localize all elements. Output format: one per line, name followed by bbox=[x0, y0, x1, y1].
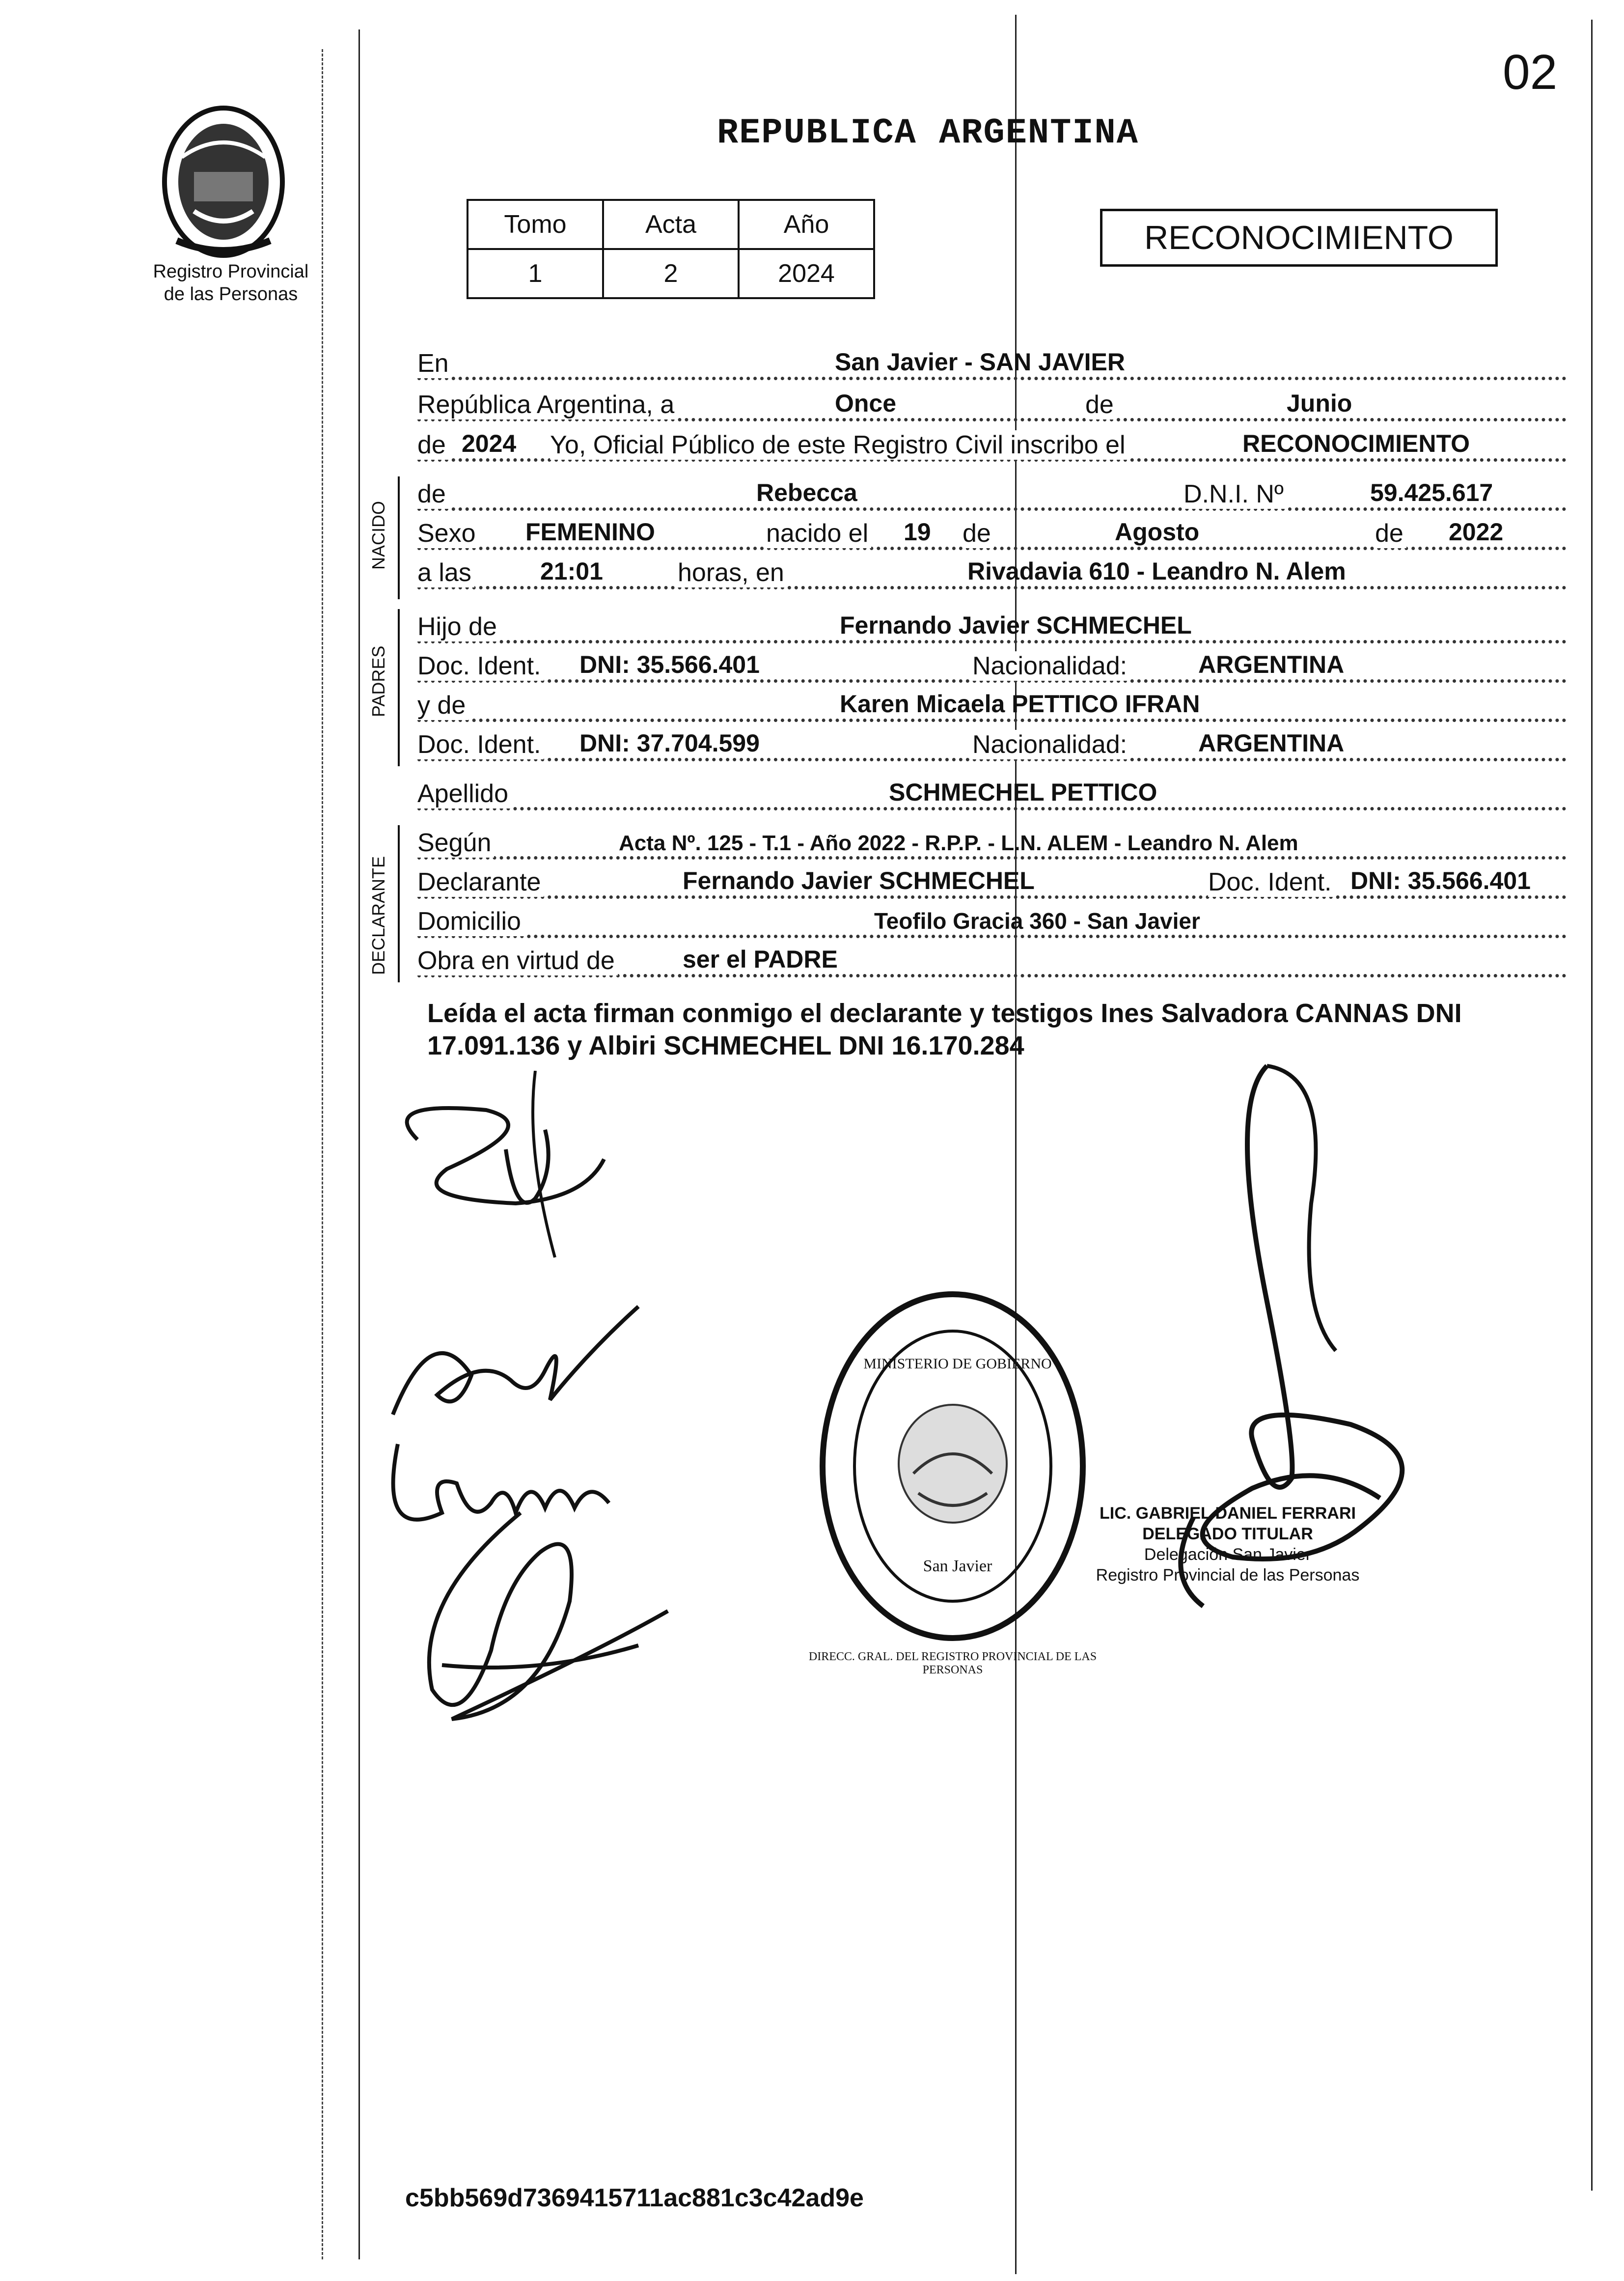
label-doc-ident-1: Doc. Ident. bbox=[417, 651, 544, 681]
register-value-tomo: 1 bbox=[468, 249, 603, 298]
registry-name bbox=[133, 260, 329, 306]
value-segun: Acta Nº. 125 - T.1 - Año 2022 - R.P.P. - L.N. ALEM - Leandro N. Alem bbox=[619, 831, 1298, 855]
document-hash: c5bb569d7369415711ac881c3c42ad9e bbox=[405, 2184, 864, 2212]
value-declarante-dni: DNI: 35.566.401 bbox=[1350, 867, 1531, 894]
dotted-leader bbox=[417, 807, 1567, 810]
value-padre-dni: DNI: 35.566.401 bbox=[579, 651, 760, 678]
document-title: REPUBLICA ARGENTINA bbox=[717, 113, 1139, 153]
value-nombre: Rebecca bbox=[756, 479, 857, 506]
seal-outer-text: DIRECC. GRAL. DEL REGISTRO PROVINCIAL DE LAS PERSONAS bbox=[808, 1650, 1097, 1676]
value-sexo: FEMENINO bbox=[525, 518, 655, 546]
line-hora bbox=[417, 553, 1567, 594]
label-de: de bbox=[1085, 390, 1117, 419]
value-padre-nac: ARGENTINA bbox=[1198, 651, 1345, 678]
value-anio-nac: 2022 bbox=[1449, 518, 1504, 546]
label-sexo: Sexo bbox=[417, 519, 479, 548]
value-domicilio: Teofilo Gracia 360 - San Javier bbox=[874, 908, 1200, 934]
seal-bottom-text: San Javier bbox=[923, 1557, 992, 1575]
right-margin-line bbox=[1591, 20, 1593, 2191]
value-madre: Karen Micaela PETTICO IFRAN bbox=[840, 690, 1200, 718]
line-segun bbox=[417, 823, 1567, 864]
dotted-leader bbox=[417, 856, 1567, 860]
register-table bbox=[467, 199, 875, 299]
value-apellido: SCHMECHEL PETTICO bbox=[889, 779, 1157, 806]
label-domicilio: Domicilio bbox=[417, 907, 524, 936]
section-nacido bbox=[398, 476, 400, 599]
label-republica: República Argentina, a bbox=[417, 390, 677, 419]
delegate-name: LIC. GABRIEL DANIEL FERRARI bbox=[1100, 1504, 1356, 1523]
value-mes-nac: Agosto bbox=[1115, 518, 1200, 546]
section-padres bbox=[398, 609, 400, 766]
closing-statement: Leída el acta firman conmigo el declarante y testigos Ines Salvadora CANNAS DNI 17.091.136 y Albiri SCHMECHEL DNI 16.170.284 bbox=[427, 999, 1462, 1060]
value-padre: Fernando Javier SCHMECHEL bbox=[840, 612, 1192, 639]
label-a-las: a las bbox=[417, 558, 474, 587]
section-label-nacido: NACIDO bbox=[368, 501, 388, 570]
dotted-leader bbox=[417, 507, 1567, 511]
value-declarante: Fernando Javier SCHMECHEL bbox=[683, 867, 1035, 894]
line-domicilio bbox=[417, 902, 1567, 943]
official-seal bbox=[815, 1287, 1090, 1645]
label-dni: D.N.I. Nº bbox=[1184, 479, 1287, 509]
label-nacido-el: nacido el bbox=[766, 519, 871, 548]
delegate-stamp bbox=[1080, 1503, 1375, 1586]
register-value-anio: 2024 bbox=[739, 249, 874, 298]
section-declarante bbox=[398, 825, 400, 982]
value-anio: 2024 bbox=[462, 430, 517, 457]
signature-2 bbox=[383, 1287, 658, 1434]
delegate-office: Delegación San Javier bbox=[1144, 1545, 1312, 1564]
register-header-row bbox=[468, 200, 874, 249]
dotted-leader bbox=[417, 640, 1567, 643]
label-doc-ident-2: Doc. Ident. bbox=[417, 730, 544, 759]
register-header-anio: Año bbox=[739, 200, 874, 249]
signature-1 bbox=[388, 1071, 633, 1267]
line-obra bbox=[417, 941, 1567, 982]
value-hora: 21:01 bbox=[540, 557, 603, 585]
line-en bbox=[417, 344, 1567, 385]
register-header-tomo: Tomo bbox=[468, 200, 603, 249]
line-madre-doc bbox=[417, 725, 1567, 766]
value-dia: Once bbox=[835, 389, 897, 417]
dotted-leader bbox=[417, 719, 1567, 722]
value-dni: 59.425.617 bbox=[1370, 479, 1493, 506]
label-yo: Yo, Oficial Público de este Registro Civil inscribo el bbox=[550, 430, 1129, 460]
label-de-mes: de bbox=[963, 519, 994, 548]
provincial-shield-icon bbox=[147, 98, 300, 260]
label-doc-ident-3: Doc. Ident. bbox=[1208, 867, 1334, 897]
label-nacionalidad-1: Nacionalidad: bbox=[972, 651, 1130, 681]
signature-4 bbox=[393, 1503, 688, 1739]
dotted-leader bbox=[417, 377, 1567, 380]
seal-inner-text: MINISTERIO DE GOBIERNO bbox=[863, 1356, 1052, 1372]
delegate-title: DELEGADO TITULAR bbox=[1142, 1525, 1313, 1543]
dotted-leader bbox=[417, 895, 1567, 899]
value-madre-dni: DNI: 37.704.599 bbox=[579, 729, 760, 757]
value-lugar-nac: Rivadavia 610 - Leandro N. Alem bbox=[967, 557, 1346, 585]
label-en: En bbox=[417, 349, 452, 378]
label-horas-en: horas, en bbox=[678, 558, 787, 587]
document-type-box: RECONOCIMIENTO bbox=[1100, 209, 1498, 267]
line-padre-doc bbox=[417, 646, 1567, 688]
line-sexo bbox=[417, 514, 1567, 555]
value-lugar: San Javier - SAN JAVIER bbox=[835, 348, 1125, 376]
line-apellido bbox=[417, 774, 1567, 815]
label-hijo-de: Hijo de bbox=[417, 612, 500, 641]
label-de-anio: de bbox=[1375, 519, 1406, 548]
section-label-declarante: DECLARANTE bbox=[368, 856, 388, 975]
value-madre-nac: ARGENTINA bbox=[1198, 729, 1345, 757]
label-declarante: Declarante bbox=[417, 867, 544, 897]
register-value-acta: 2 bbox=[603, 249, 739, 298]
label-segun: Según bbox=[417, 828, 494, 858]
line-inscribo bbox=[417, 425, 1567, 467]
label-apellido: Apellido bbox=[417, 779, 511, 808]
line-fecha bbox=[417, 385, 1567, 426]
page-number: 02 bbox=[1503, 45, 1558, 100]
dotted-leader bbox=[417, 935, 1567, 938]
delegate-registry: Registro Provincial de las Personas bbox=[1096, 1566, 1360, 1585]
label-de-2: de bbox=[417, 430, 449, 460]
value-acto: RECONOCIMIENTO bbox=[1242, 430, 1470, 457]
section-label-padres: PADRES bbox=[368, 645, 388, 717]
line-padre bbox=[417, 607, 1567, 648]
value-obra: ser el PADRE bbox=[683, 946, 838, 973]
line-declarante bbox=[417, 862, 1567, 904]
label-y-de: y de bbox=[417, 691, 468, 720]
line-madre bbox=[417, 686, 1567, 727]
label-de-nacido: de bbox=[417, 479, 449, 509]
left-margin-line bbox=[358, 29, 360, 2259]
registry-line-2: de las Personas bbox=[164, 284, 298, 305]
left-margin-dashed-line bbox=[322, 49, 323, 2259]
dotted-leader bbox=[417, 586, 1567, 589]
registry-line-1: Registro Provincial bbox=[153, 261, 309, 282]
line-nombre bbox=[417, 474, 1567, 516]
value-mes: Junio bbox=[1287, 389, 1352, 417]
register-header-acta: Acta bbox=[603, 200, 739, 249]
register-value-row bbox=[468, 249, 874, 298]
label-obra: Obra en virtud de bbox=[417, 946, 618, 975]
value-dia-nac: 19 bbox=[904, 518, 931, 546]
label-nacionalidad-2: Nacionalidad: bbox=[972, 730, 1130, 759]
